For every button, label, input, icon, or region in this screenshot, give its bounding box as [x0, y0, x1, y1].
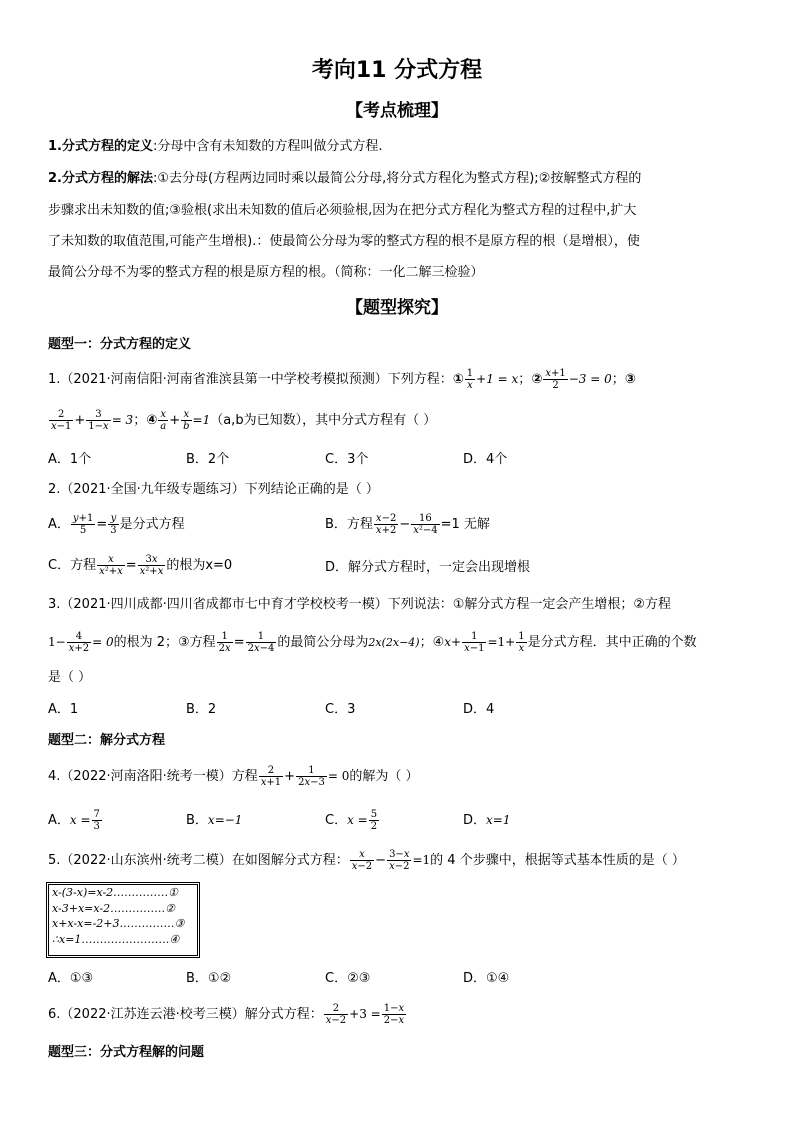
question-1-note: （a,b为已知数），其中分式方程有（ ） [210, 413, 437, 428]
q4-option-c-label: C． [325, 813, 348, 828]
method-term: 分式方程的解法 [61, 171, 153, 186]
q6-prefix: 6.（2022·江苏连云港·校考三模）解分式方程： [48, 1007, 323, 1022]
step-1: x-(3-x)=x-2……………① [52, 886, 179, 899]
question-1-line-1: 1.（2021·河南信阳·河南省淮滨县第一中学校考模拟预测）下列方程：① $\frac{1}{x}$ +1 = x；② $\frac{x+1}{2}$ −3 = 0；③ [48, 368, 636, 391]
q1-option-a[interactable]: A．1个 [48, 452, 92, 467]
solution-method-line-1 [48, 171, 641, 187]
fraction: $\frac{2}{x+1}$ [260, 765, 282, 788]
item-number: 2. [48, 171, 62, 186]
q4-option-d-label: D． [463, 813, 487, 828]
definition-text: :分母中含有未知数的方程叫做分式方程. [153, 139, 383, 154]
q2-option-d[interactable]: D．解分式方程时，一定会出现增根 [325, 560, 531, 575]
question-3-line-2: 1− $\frac{4}{x+2}$ = 0的根为 2；③方程 $\frac{1}{2x}$ = $\frac{1}{2x-4}$ 的最简公分母为2x(2x−4)；④x+ $\frac{1}{x-1}$ =1+ $\frac{1}{x}$ 是分式方程．其中正确的个数 [48, 631, 697, 654]
q2-option-a-text: 是分式方程 [119, 517, 185, 532]
q3-option-c[interactable]: C．3 [325, 702, 356, 717]
q3-option-d[interactable]: D．4 [463, 702, 495, 717]
circle-1: ① [452, 372, 464, 387]
q2-option-a[interactable]: A． $\frac{y+1}{5}$ = $\frac{y}{3}$ 是分式方程 [48, 513, 185, 536]
fraction: $\frac{x}{x-2}$ [351, 849, 373, 872]
fraction: $\frac{3}{1-x}$ [88, 409, 109, 432]
fraction: $\frac{y+1}{5}$ [72, 513, 94, 536]
fraction: $\frac{x-2}{x+2}$ [375, 513, 397, 536]
q5-option-d[interactable]: D．①④ [463, 971, 510, 986]
q4-option-d[interactable] [463, 812, 510, 829]
item-number: 1. [48, 139, 62, 154]
question-1-stem: 1.（2021·河南信阳·河南省淮滨县第一中学校考模拟预测）下列方程： [48, 372, 453, 387]
q3-text-1: 的根为 2；③方程 [113, 635, 216, 650]
step-2: x-3+x=x-2……………② [52, 901, 175, 915]
q4-option-a[interactable]: A．x = $\frac{7}{3}$ [48, 809, 100, 832]
fraction: $\frac{1}{2x-3}$ [298, 765, 325, 788]
question-6-stem: 6.（2022·江苏连云港·校考三模）解分式方程： $\frac{2}{x-2}$ +3 = $\frac{1-x}{2-x}$ [48, 1003, 405, 1026]
q3-lcm: 2x(2x−4) [368, 636, 420, 649]
question-3-tail: 是（ ） [48, 670, 92, 685]
fraction: $\frac{x}{a}$ [160, 409, 167, 432]
definition-term: 分式方程的定义 [61, 139, 153, 154]
q2-option-c-suffix: 的根为x=0 [166, 558, 233, 573]
circle-4: ④ [146, 413, 158, 428]
type-heading-2: 题型二：解分式方程 [48, 733, 166, 748]
q4-option-a-label: A． [48, 813, 70, 828]
q4-suffix: 的解为（ ） [349, 769, 419, 784]
solution-steps-box [48, 884, 198, 956]
q4-option-b-label: B． [186, 813, 208, 828]
q2-option-b-prefix: B．方程 [325, 517, 373, 532]
solution-method-line-4: 最简公分母不为零的整式方程的根是原方程的根。（简称：一化二解三检验） [48, 265, 484, 280]
q3-option-b[interactable]: B．2 [186, 702, 217, 717]
fraction: $\frac{3-x}{x-2}$ [389, 849, 410, 872]
q2-option-c[interactable]: C．方程 $\frac{x}{\text{x²+x}}$ = $\frac{3x}{\text{x²+x}}$ 的根为x=0 [48, 554, 233, 577]
q5-option-a[interactable]: A．①③ [48, 971, 94, 986]
fraction: $\frac{7}{3}$ [93, 809, 100, 832]
q4-option-b-value: x=−1 [207, 813, 243, 827]
q1-option-d[interactable]: D．4个 [463, 452, 508, 467]
q3-option-a[interactable]: A．1 [48, 702, 79, 717]
step-3: x+x-x=-2+3……………③ [52, 917, 185, 930]
q5-option-b[interactable]: B．①② [186, 971, 232, 986]
q3-text-4: 是分式方程．其中正确的个数 [527, 635, 697, 650]
fraction: $\frac{1}{x}$ [466, 368, 474, 391]
definition-paragraph [48, 139, 383, 155]
question-1-line-2: $\frac{2}{x-1}$ + $\frac{3}{1-x}$ = 3；④ $\frac{x}{a}$ + $\frac{x}{b}$ =1（a,b为已知数），其中分式方程有（ ） [51, 409, 437, 432]
type-heading-1: 题型一：分式方程的定义 [48, 337, 192, 352]
circle-2: ② [531, 372, 543, 387]
page-title: 考向11 分式方程 [311, 58, 483, 83]
q1-option-b[interactable]: B．2个 [186, 452, 230, 467]
fraction: $\frac{x}{b}$ [183, 409, 190, 432]
fraction: $\frac{1}{x-1}$ [464, 631, 485, 654]
fraction: $\frac{2}{x-1}$ [51, 409, 72, 432]
q4-option-c[interactable]: C．x = $\frac{5}{2}$ [325, 809, 378, 832]
question-4-stem: 4.（2022·河南洛阳·统考一模）方程 $\frac{2}{x+1}$ + $\frac{1}{2x-3}$ = 0的解为（ ） [48, 765, 419, 788]
q4-option-b[interactable] [186, 812, 242, 829]
fraction: $\frac{16}{\text{x²−4}}$ [413, 513, 438, 536]
fraction: $\frac{5}{2}$ [370, 809, 378, 832]
q2-option-c-prefix: C．方程 [48, 558, 97, 573]
solution-method-line-3: 了未知数的取值范围,可能产生增根).：使最简公分母为零的整式方程的根不是原方程的根（是增根），使 [48, 234, 640, 249]
question-5-stem: 5.（2022·山东滨州·统考二模）在如图解分式方程： $\frac{x}{x-2}$ − $\frac{3-x}{x-2}$ =1的 4 个步骤中，根据等式基本性质的是（ ） [48, 849, 685, 872]
fraction: $\frac{1-x}{2-x}$ [383, 1003, 405, 1026]
q5-option-c[interactable]: C．②③ [325, 971, 371, 986]
fraction: $\frac{3x}{\text{x²+x}}$ [139, 554, 164, 577]
q5-prefix: 5.（2022·山东滨州·统考二模）在如图解分式方程： [48, 853, 349, 868]
q1-option-c[interactable]: C．3个 [325, 452, 369, 467]
q3-text-2: 的最简公分母为 [277, 635, 369, 650]
q2-option-b-suffix: =1 无解 [440, 517, 490, 532]
type-heading-3: 题型三：分式方程解的问题 [48, 1045, 205, 1060]
fraction: $\frac{1}{2x}$ [218, 631, 231, 654]
circle-3: ③ [624, 372, 636, 387]
step-4: ∴x=1……………………④ [52, 932, 180, 946]
solution-method-line-2: 步骤求出未知数的值;③验根(求出未知数的值后必须验根,因为在把分式方程化为整式方程的过程中,扩大 [48, 203, 637, 218]
q4-prefix: 4.（2022·河南洛阳·统考一模）方程 [48, 769, 258, 784]
q2-option-b[interactable]: B．方程 $\frac{x-2}{x+2}$ − $\frac{16}{\text{x²−4}}$ =1 无解 [325, 513, 490, 536]
fraction: $\frac{y}{3}$ [110, 513, 117, 536]
fraction: $\frac{x+1}{2}$ [545, 368, 566, 391]
question-3-stem: 3.（2021·四川成都·四川省成都市七中育才学校校考一模）下列说法：①解分式方程一定会产生增根；②方程 [48, 597, 672, 612]
section-heading-exploration: 【题型探究】 [346, 298, 448, 318]
q5-suffix: 的 4 个步骤中，根据等式基本性质的是（ ） [430, 853, 685, 868]
q3-text-3: ；④ [419, 635, 445, 650]
q4-option-d-value: x=1 [486, 813, 511, 827]
method-text: :①去分母(方程两边同时乘以最简公分母,将分式方程化为整式方程);②按解整式方程的 [153, 171, 642, 186]
section-heading-key-points: 【考点梳理】 [346, 101, 448, 121]
fraction: $\frac{2}{x-2}$ [325, 1003, 347, 1026]
fraction: $\frac{1}{x}$ [518, 631, 525, 654]
question-2-stem: 2.（2021·全国·九年级专题练习）下列结论正确的是（ ） [48, 482, 379, 497]
fraction: $\frac{x}{\text{x²+x}}$ [99, 554, 123, 577]
fraction: $\frac{1}{2x-4}$ [247, 631, 275, 654]
fraction: $\frac{4}{x+2}$ [68, 631, 90, 654]
